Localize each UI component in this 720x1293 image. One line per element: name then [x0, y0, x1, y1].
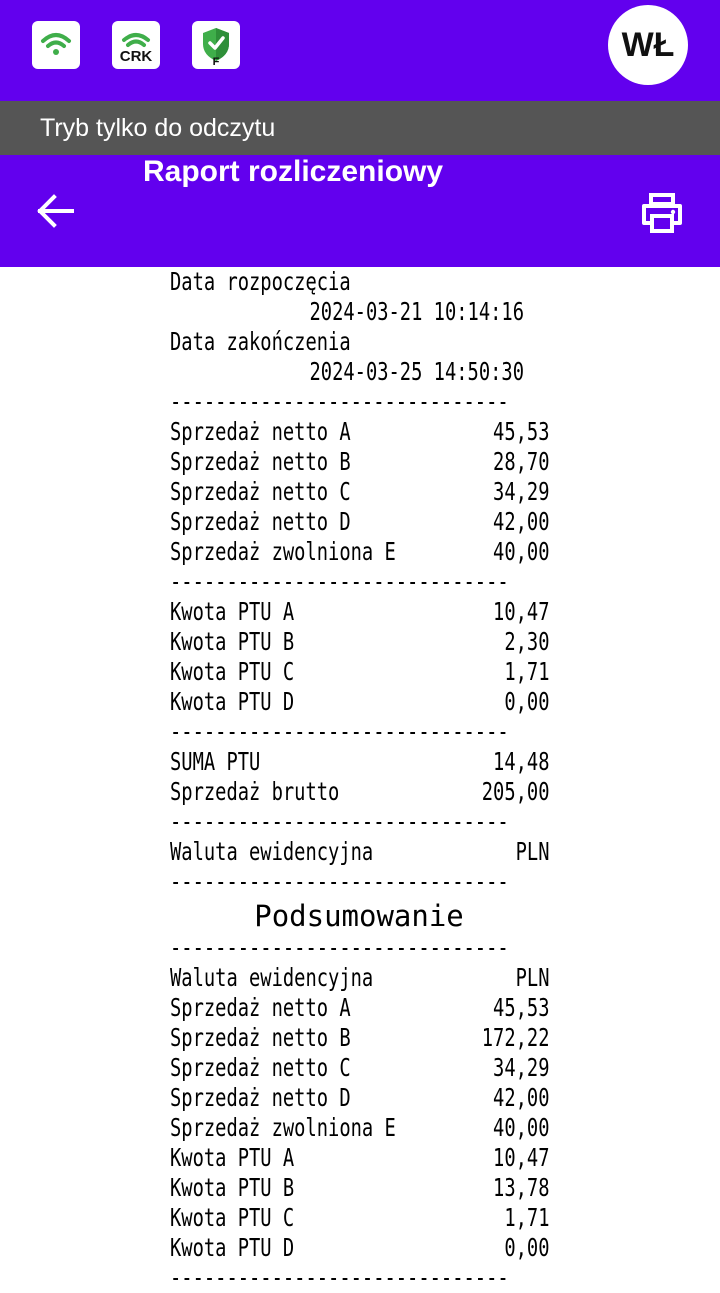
- receipt-row: [170, 1233, 550, 1263]
- receipt-row: [170, 1023, 550, 1053]
- receipt-row: [170, 627, 550, 657]
- crk-label: CRK: [119, 48, 153, 65]
- receipt-row: [170, 657, 550, 687]
- separator: ------------------------------: [170, 867, 509, 896]
- receipt-row-value: PLN: [515, 963, 550, 992]
- receipt-row-value: 1,71: [504, 1203, 550, 1232]
- receipt-row: [170, 1113, 550, 1143]
- receipt-row-value: 0,00: [504, 1233, 550, 1262]
- receipt-row-value: 34,29: [493, 477, 550, 506]
- receipt-row: [170, 687, 550, 717]
- receipt-row-value: 34,29: [493, 1053, 550, 1082]
- receipt-row-label: Kwota PTU C: [170, 1203, 295, 1232]
- readonly-banner: Tryb tylko do odczytu: [0, 101, 720, 155]
- sales-section: [170, 417, 550, 567]
- separator: ------------------------------: [170, 567, 509, 596]
- receipt-row: [170, 1083, 550, 1113]
- receipt-row: [170, 963, 550, 993]
- start-date-label: Data rozpoczęcia: [170, 267, 351, 296]
- mode-badge[interactable]: WŁ: [608, 5, 688, 85]
- receipt-row-label: Sprzedaż netto A: [170, 993, 351, 1022]
- receipt-row-label: Waluta ewidencyjna: [170, 837, 374, 866]
- receipt-row-value: 42,00: [493, 507, 550, 536]
- receipt-row-value: 0,00: [504, 687, 550, 716]
- receipt-row-label: Sprzedaż netto C: [170, 1053, 351, 1082]
- separator: ------------------------------: [170, 387, 509, 416]
- receipt-row: [170, 1173, 550, 1203]
- app-bar: [0, 155, 720, 267]
- receipt-row-value: 28,70: [493, 447, 550, 476]
- page-title: Raport rozliczeniowy: [143, 155, 444, 188]
- receipt-row-value: 2,30: [504, 627, 550, 656]
- arrow-left-icon: [34, 193, 78, 229]
- receipt-row-label: Kwota PTU D: [170, 1233, 295, 1262]
- receipt-row: [170, 1053, 550, 1083]
- receipt-row: [170, 1143, 550, 1173]
- receipt-row-label: Kwota PTU A: [170, 597, 295, 626]
- separator: ------------------------------: [170, 933, 509, 962]
- receipt-row: [170, 477, 550, 507]
- receipt-row-label: SUMA PTU: [170, 747, 261, 776]
- receipt-row: [170, 597, 550, 627]
- summary-section: [170, 963, 550, 1263]
- wifi-icon[interactable]: [32, 21, 80, 69]
- receipt-row-value: 42,00: [493, 1083, 550, 1112]
- separator: ------------------------------: [170, 717, 509, 746]
- separator: ------------------------------: [170, 1263, 509, 1292]
- receipt-row: [170, 777, 550, 807]
- separator: ------------------------------: [170, 807, 509, 836]
- receipt-row-label: Sprzedaż brutto: [170, 777, 340, 806]
- receipt-row-label: Waluta ewidencyjna: [170, 963, 374, 992]
- end-date-label: Data zakończenia: [170, 327, 351, 356]
- ptu-section: [170, 597, 550, 717]
- receipt-row-label: Sprzedaż netto B: [170, 1023, 351, 1052]
- crk-signal-icon[interactable]: [112, 21, 160, 69]
- receipt-row-label: Sprzedaż netto D: [170, 1083, 351, 1112]
- receipt-row: [170, 993, 550, 1023]
- receipt-row-value: 13,78: [493, 1173, 550, 1202]
- receipt-row-value: 10,47: [493, 1143, 550, 1172]
- receipt-row-label: Sprzedaż netto D: [170, 507, 351, 536]
- receipt-row-value: PLN: [515, 837, 550, 866]
- receipt-row: [170, 447, 550, 477]
- receipt-row: [170, 747, 550, 777]
- receipt-row-value: 172,22: [481, 1023, 550, 1052]
- receipt-row-label: Sprzedaż zwolniona E: [170, 1113, 396, 1142]
- receipt-row-label: Kwota PTU C: [170, 657, 295, 686]
- status-header: [0, 0, 720, 101]
- receipt-row-value: 40,00: [493, 537, 550, 566]
- receipt: [170, 267, 550, 1293]
- receipt-row-value: 1,71: [504, 657, 550, 686]
- start-date-value: 2024-03-21 10:14:16: [309, 297, 524, 326]
- receipt-row-value: 45,53: [493, 993, 550, 1022]
- fiscal-label: F: [212, 56, 220, 68]
- receipt-row-label: Kwota PTU A: [170, 1143, 295, 1172]
- totals-section: [170, 747, 550, 807]
- print-button[interactable]: [638, 189, 686, 237]
- printer-icon: [638, 189, 686, 237]
- receipt-row: [170, 507, 550, 537]
- receipt-row-label: Sprzedaż zwolniona E: [170, 537, 396, 566]
- receipt-row: [170, 1203, 550, 1233]
- receipt-row-value: 10,47: [493, 597, 550, 626]
- receipt-row-label: Kwota PTU D: [170, 687, 295, 716]
- receipt-row-label: Kwota PTU B: [170, 1173, 295, 1202]
- summary-title: Podsumowanie: [254, 899, 464, 933]
- receipt-row-label: Kwota PTU B: [170, 627, 295, 656]
- receipt-row-value: 45,53: [493, 417, 550, 446]
- fiscal-shield-icon[interactable]: [192, 21, 240, 69]
- receipt-row-label: Sprzedaż netto C: [170, 477, 351, 506]
- receipt-row: [170, 537, 550, 567]
- receipt-row-value: 205,00: [481, 777, 550, 806]
- end-date-value: 2024-03-25 14:50:30: [309, 357, 524, 386]
- receipt-row-value: 14,48: [493, 747, 550, 776]
- receipt-row-label: Sprzedaż netto B: [170, 447, 351, 476]
- receipt-row-label: Sprzedaż netto A: [170, 417, 351, 446]
- receipt-row-value: 40,00: [493, 1113, 550, 1142]
- currency-row: [170, 837, 550, 867]
- receipt-row: [170, 417, 550, 447]
- back-button[interactable]: [34, 193, 78, 229]
